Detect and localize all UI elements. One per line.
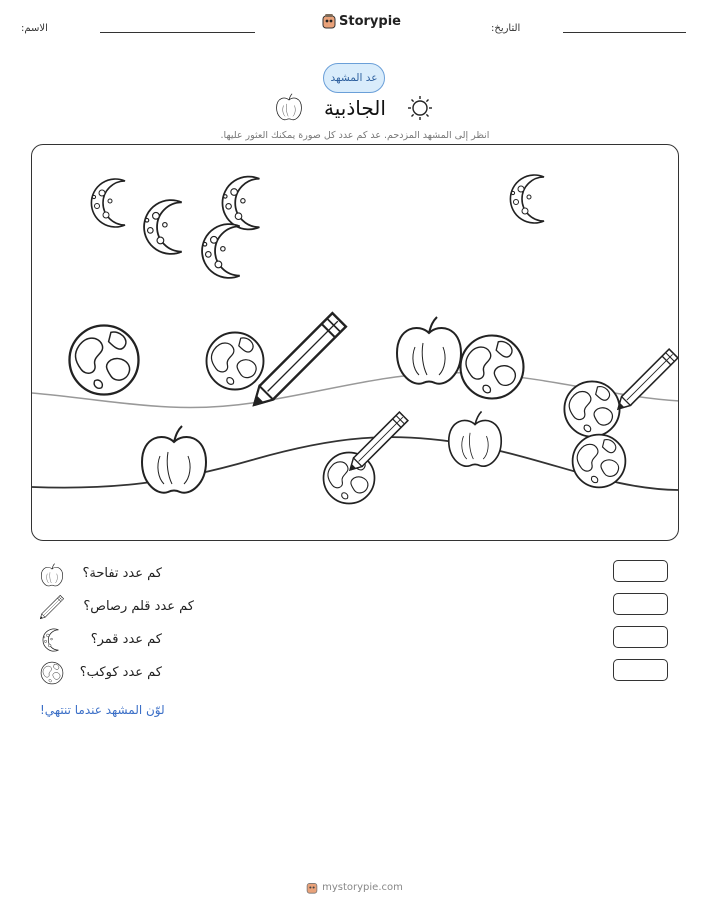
worksheet-type-badge: عد المشهد	[323, 63, 385, 93]
answer-box-moon[interactable]	[613, 626, 668, 648]
answer-box-planet[interactable]	[613, 659, 668, 681]
planet-1	[70, 326, 139, 395]
planet-4	[564, 381, 619, 436]
brand-name: Storypie	[339, 13, 401, 29]
storypie-footer-icon	[306, 881, 318, 894]
instructions: انظر إلى المشهد المزدحم. عد كم عدد كل صورة يمكنك العثور عليها.	[220, 130, 490, 141]
color-instruction: لوّن المشهد عندما تنتهي!	[40, 703, 165, 717]
apple-title-icon	[275, 92, 303, 122]
answer-box-apple[interactable]	[613, 560, 668, 582]
counting-scene	[31, 144, 679, 541]
name-line[interactable]	[100, 32, 255, 33]
footer-url[interactable]: mystorypie.com	[322, 882, 403, 893]
storypie-mascot-icon	[322, 13, 336, 29]
apple-3	[449, 411, 501, 466]
date-line[interactable]	[563, 32, 686, 33]
page-title: الجاذبية	[324, 96, 386, 120]
question-pencil: كم عدد قلم رصاص؟	[83, 599, 194, 614]
pencil-1	[254, 313, 346, 405]
question-planet: كم عدد كوكب؟	[79, 665, 162, 680]
pencil-2	[350, 412, 408, 470]
moon-2	[144, 200, 182, 254]
sun-icon	[407, 95, 433, 121]
planet-2	[207, 333, 264, 390]
moon-1	[91, 179, 125, 227]
apple-1	[397, 317, 461, 384]
moon-3	[222, 177, 259, 230]
brand-logo	[322, 13, 401, 29]
footer	[0, 881, 709, 897]
moon-5	[510, 175, 544, 223]
moon-4	[202, 224, 240, 278]
planet-5	[573, 435, 626, 488]
answer-box-pencil[interactable]	[613, 593, 668, 615]
question-moon: كم عدد قمر؟	[90, 632, 162, 647]
question-apple: كم عدد تفاحة؟	[82, 566, 162, 581]
planet-3	[461, 336, 524, 399]
apple-2	[142, 426, 206, 493]
date-label: التاريخ:	[491, 23, 521, 34]
name-label: الاسم:	[21, 23, 48, 34]
